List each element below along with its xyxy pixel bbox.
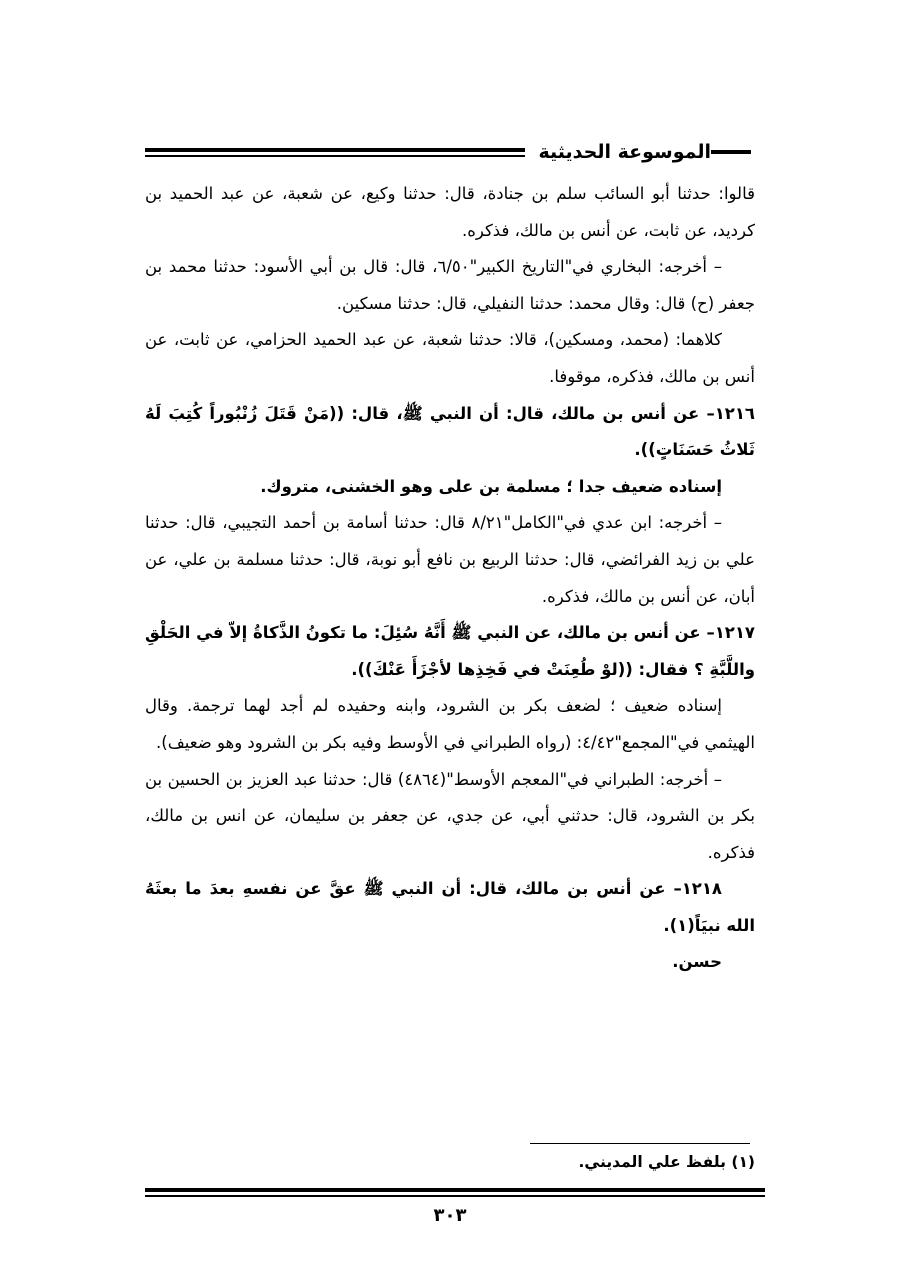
grading-1218: حسن. <box>672 952 722 972</box>
footer-rule <box>145 1188 765 1197</box>
takhrij-1217: – أخرجه: الطبراني في"المعجم الأوسط"(٤٨٦٤) قال: حدثنا عبد العزيز بن الحسين بن بكر بن الشرود، قال: حدثني أبي، عن جدي، عن جعفر بن سليمان، عن انس بن مالك، فذكره. <box>145 769 755 862</box>
takhrij-1216: – أخرجه: ابن عدي في"الكامل"٨/٢١ قال: حدثنا أسامة بن أحمد التجيبي، قال: حدثنا علي بن زيد الفرائضي، قال: حدثنا الربيع بن نافع أبو نوبة، قال: حدثنا مسلمة بن علي، عن أبان، عن أنس بن مالك، فذكره. <box>145 513 755 606</box>
paragraph-2: – أخرجه: البخاري في"التاريخ الكبير"٦/٥٠، قال: قال بن أبي الأسود: حدثنا محمد بن جعفر (ح) قال: وقال محمد: حدثنا النفيلي، قال: حدثنا مسكين. <box>145 257 755 313</box>
page-header <box>145 137 765 167</box>
grading-1216: إسناده ضعيف جدا ؛ مسلمة بن على وهو الخشنى، متروك. <box>260 476 722 496</box>
hadith-1217: ١٢١٧– عن أنس بن مالك، عن النبي ﷺ أَنَّهُ سُئِلَ: ما تكونُ الذَّكاةُ إلاّ في الحَلْقِ واللَّبَّةِ ؟ فقال: ((لوْ طُعِنَتْ في فَخِذِها لأجْزَأَ عَنْكَ)). <box>145 623 755 679</box>
paragraph-1: قالوا: حدثنا أبو السائب سلم بن جنادة، قال: حدثنا وكيع، عن شعبة، عن عبد الحميد بن كرديد، عن ثابت، عن أنس بن مالك، فذكره. <box>145 184 755 240</box>
grading-1217: إسناده ضعيف ؛ لضعف بكر بن الشرود، وابنه وحفيده لم أجد لهما ترجمة. وقال الهيثمي في"المجمع"٤/٤٢: (رواه الطبراني في الأوسط وفيه بكر بن الشرود وهو ضعيف). <box>145 696 755 752</box>
hadith-1218: ١٢١٨– عن أنس بن مالك، قال: أن النبي ﷺ عقَّ عن نفسهِ بعدَ ما بعثَهُ الله نبيَاً(١). <box>145 879 755 935</box>
page-body <box>145 176 755 981</box>
footnote: (١) بلفظ علي المديني. <box>578 1153 755 1171</box>
footnote-separator <box>530 1143 750 1144</box>
paragraph-3: كلاهما: (محمد، ومسكين)، قالا: حدثنا شعبة، عن عبد الحميد الحزامي، عن ثابت، عن أنس بن مالك، فذكره، موقوفا. <box>145 330 755 386</box>
header-rule-long <box>145 148 525 157</box>
header-rule-short <box>711 150 751 154</box>
hadith-1216: ١٢١٦– عن أنس بن مالك، قال: أن النبي ﷺ، قال: ((مَنْ قَتَلَ زُنْبُوراً كُتِبَ لَهُ ثَلاثُ حَسَنَاتٍ)). <box>145 403 755 460</box>
page-number: ٣٠٣ <box>433 1205 467 1226</box>
running-title: الموسوعة الحديثية <box>538 141 711 163</box>
